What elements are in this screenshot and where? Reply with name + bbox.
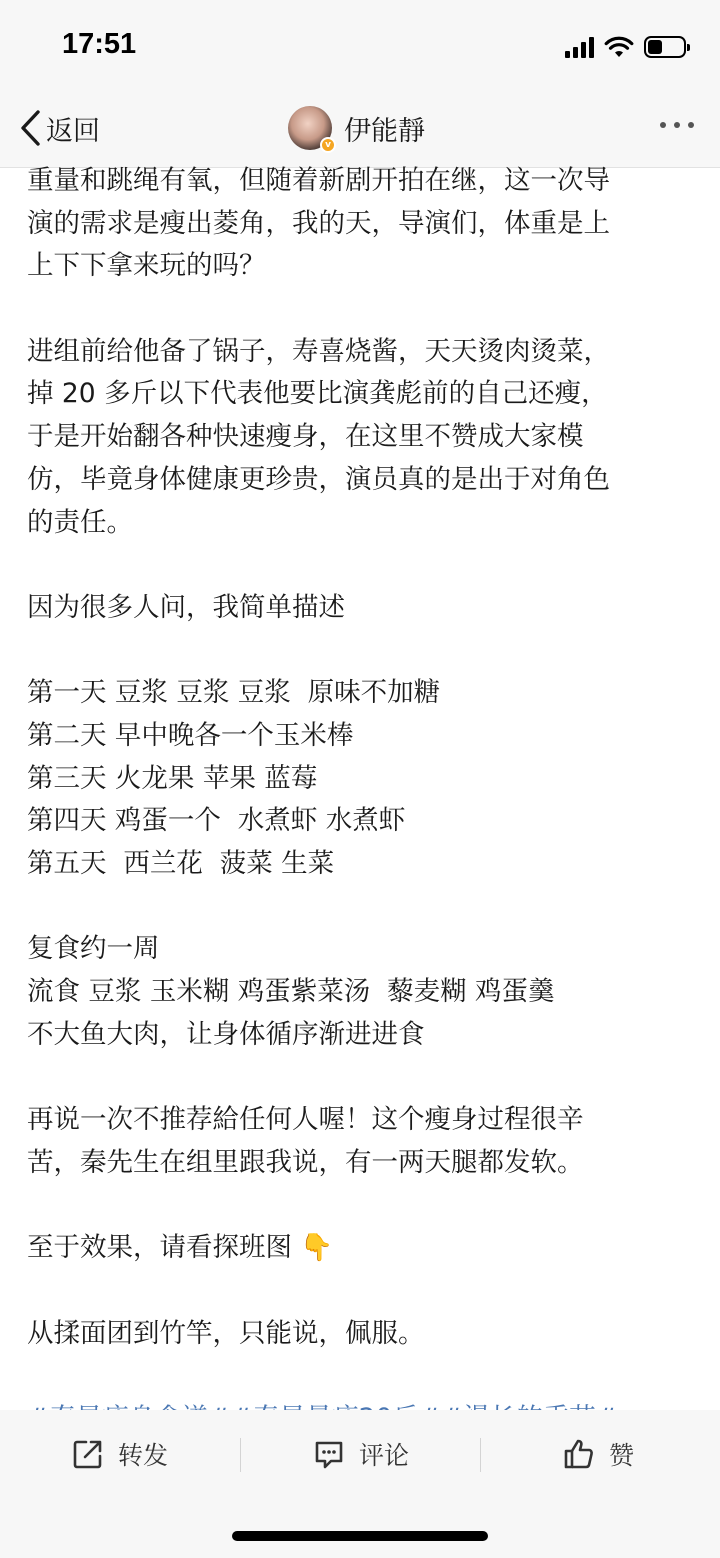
- paragraph-spacer: [27, 630, 699, 673]
- paragraph-spacer: [27, 1355, 699, 1398]
- dot-icon: [688, 122, 694, 128]
- status-time: 17:51: [62, 28, 137, 60]
- post-line: 流食 豆浆 玉米糊 鸡蛋紫菜汤 藜麦糊 鸡蛋羹: [27, 976, 555, 1008]
- status-bar: [0, 0, 720, 92]
- navigation-bar: [0, 92, 720, 168]
- post-line: 从揉面团到竹竿，只能说，佩服。: [27, 1317, 425, 1349]
- comment-label: 评论: [359, 1441, 410, 1470]
- post-line: 仿，毕竟身体健康更珍贵，演员真的是出于对角色: [27, 463, 610, 495]
- action-divider: [480, 1438, 481, 1472]
- chevron-left-icon: [18, 108, 44, 148]
- post-line: 再说一次不推荐給任何人喔！这个瘦身过程很辛: [27, 1104, 584, 1136]
- post-line: 上下下拿来玩的吗？: [27, 250, 266, 282]
- post-line: 第五天 西兰花 菠菜 生菜: [27, 848, 335, 879]
- dot-icon: [660, 122, 666, 128]
- verified-badge-icon: v: [320, 137, 336, 153]
- status-icons: [565, 32, 686, 62]
- author-profile[interactable]: [288, 104, 425, 152]
- post-line: 苦，秦先生在组里跟我说，有一两天腿都发软。: [27, 1146, 584, 1178]
- share-arrow-icon: [72, 1438, 104, 1470]
- home-indicator[interactable]: [232, 1531, 488, 1541]
- more-options-button[interactable]: [660, 116, 694, 134]
- action-bar: [0, 1410, 720, 1558]
- paragraph-spacer: [27, 544, 699, 587]
- repost-label: 转发: [118, 1441, 169, 1470]
- post-line: 第三天 火龙果 苹果 蓝莓: [27, 762, 318, 794]
- like-label: 赞: [609, 1441, 635, 1470]
- post-line: 的责任。: [27, 506, 133, 538]
- back-button[interactable]: [18, 106, 100, 150]
- paragraph-spacer: [27, 1185, 699, 1228]
- post-line: 第四天 鸡蛋一个 水煮虾 水煮虾: [27, 805, 406, 837]
- paragraph-spacer: [27, 1270, 699, 1313]
- post-line: 于是开始翻各种快速瘦身，在这里不赞成大家模: [27, 421, 584, 453]
- thumbs-up-icon: [563, 1438, 595, 1470]
- comment-button[interactable]: [313, 1430, 409, 1478]
- like-button[interactable]: [563, 1430, 634, 1478]
- back-label: 返回: [46, 115, 100, 147]
- wifi-icon: [604, 36, 634, 58]
- post-line: 进组前给他备了锅子，寿喜烧酱，天天烫肉烫菜，: [27, 335, 610, 367]
- post-line: 因为很多人问，我简单描述: [27, 591, 345, 623]
- repost-button[interactable]: [72, 1430, 168, 1478]
- post-line: 重量和跳绳有氧，但随着新剧开拍在继，这一次导: [27, 165, 610, 196]
- paragraph-spacer: [27, 886, 699, 929]
- author-name: 伊能靜: [344, 115, 425, 147]
- avatar[interactable]: [288, 106, 332, 150]
- post-line: 第一天 豆浆 豆浆 豆浆 原味不加糖: [27, 677, 441, 709]
- post-line: 至于效果，请看探班图 👇: [27, 1232, 334, 1264]
- post-line: 复食约一周: [27, 933, 160, 965]
- action-divider: [240, 1438, 241, 1472]
- post-body: [0, 165, 720, 1410]
- post-line: 第二天 早中晚各一个玉米棒: [27, 719, 354, 751]
- cellular-signal-icon: [565, 36, 594, 58]
- post-line: 演的需求是瘦出菱角，我的天，导演们，体重是上: [27, 207, 610, 239]
- paragraph-spacer: [27, 288, 699, 331]
- paragraph-spacer: [27, 1056, 699, 1099]
- post-text: [27, 160, 699, 1441]
- battery-icon: [644, 36, 686, 58]
- post-line: 不大鱼大肉，让身体循序渐进进食: [27, 1018, 425, 1050]
- dot-icon: [674, 122, 680, 128]
- comment-icon: [313, 1438, 345, 1470]
- post-line: 掉 20 多斤以下代表他要比演龚彪前的自己还瘦，: [27, 378, 608, 410]
